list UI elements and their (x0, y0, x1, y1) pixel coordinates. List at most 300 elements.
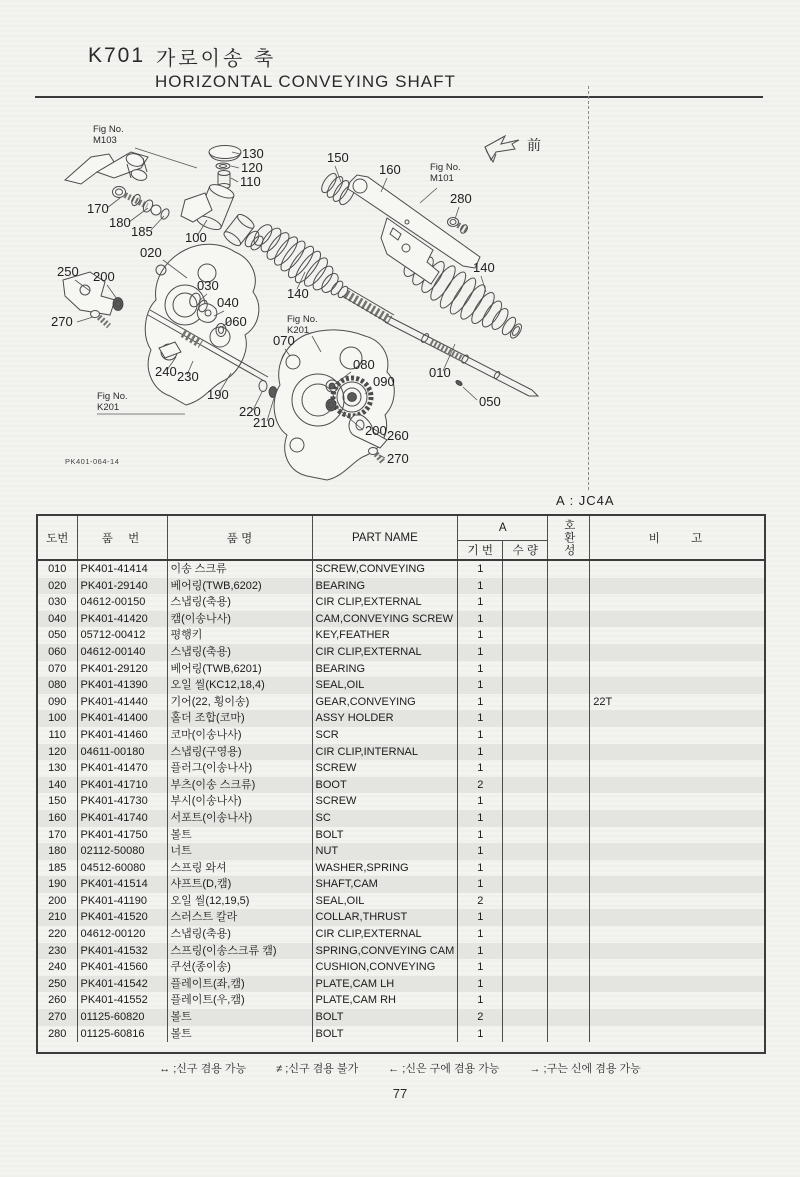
cell-compat (548, 627, 590, 644)
callout-leader-line (463, 387, 477, 400)
cell-a2 (503, 992, 548, 1009)
cell-compat (548, 959, 590, 976)
cell-remark (590, 893, 765, 910)
cell-name_ko: 홀더 조합(코마) (167, 710, 312, 727)
table-row (37, 1026, 765, 1043)
cell-part_no: PK401-41532 (77, 943, 167, 960)
cell-compat (548, 876, 590, 893)
cell-part_name: CUSHION,CONVEYING (312, 959, 458, 976)
cell-no: 070 (37, 661, 77, 678)
cell-compat (548, 777, 590, 794)
callout-leader-line (107, 285, 117, 299)
callout-leader-line (151, 216, 164, 230)
cell-a1: 1 (458, 727, 503, 744)
cell-no: 050 (37, 627, 77, 644)
col-header-no: 도번 (37, 515, 77, 560)
diagram-callout-label: 070 (273, 333, 295, 348)
table-row (37, 793, 765, 810)
table-row (37, 777, 765, 794)
cell-part_no: 04612-00140 (77, 644, 167, 661)
table-row (37, 1009, 765, 1026)
cell-part_no: PK401-41514 (77, 876, 167, 893)
table-row (37, 578, 765, 595)
cell-compat (548, 976, 590, 993)
cell-a1: 1 (458, 926, 503, 943)
figure-reference-label: M101 (430, 173, 454, 184)
cell-compat (548, 926, 590, 943)
table-row (37, 827, 765, 844)
cell-a2 (503, 560, 548, 578)
callout-leader-line (77, 317, 93, 322)
diagram-callout-label: 120 (241, 160, 263, 175)
cell-part_no: PK401-41190 (77, 893, 167, 910)
exploded-view-diagram (35, 100, 765, 495)
cell-a1: 1 (458, 744, 503, 761)
cell-remark (590, 793, 765, 810)
cell-no: 080 (37, 677, 77, 694)
cell-name_ko: 스프링(이송스크류 캠) (167, 943, 312, 960)
cell-a2 (503, 793, 548, 810)
bolt-280-part (448, 218, 469, 235)
cell-remark (590, 976, 765, 993)
callout-leader-line (129, 208, 148, 222)
cell-a1: 1 (458, 793, 503, 810)
diagram-callout-label: 260 (387, 428, 409, 443)
figure-reference-label: K201 (287, 325, 310, 336)
cell-no: 040 (37, 611, 77, 628)
cell-part_no: PK401-41420 (77, 611, 167, 628)
diagram-callout-label: 270 (387, 451, 409, 466)
cell-compat (548, 992, 590, 1009)
cell-part_name: NUT (312, 843, 458, 860)
cell-part_name: BOOT (312, 777, 458, 794)
cell-a1: 1 (458, 661, 503, 678)
cell-no: 100 (37, 710, 77, 727)
cell-remark (590, 810, 765, 827)
cell-remark (590, 661, 765, 678)
cell-a1: 1 (458, 578, 503, 595)
table-row (37, 611, 765, 628)
table-row (37, 992, 765, 1009)
diagram-callout-label: 170 (87, 201, 109, 216)
callout-leader-line (481, 276, 486, 292)
table-row (37, 694, 765, 711)
cell-part_no: PK401-41730 (77, 793, 167, 810)
cell-a2 (503, 827, 548, 844)
cell-remark (590, 992, 765, 1009)
cell-a1: 1 (458, 710, 503, 727)
cell-part_name: CIR CLIP,EXTERNAL (312, 926, 458, 943)
cell-part_name: BOLT (312, 1026, 458, 1043)
cell-remark (590, 1026, 765, 1043)
cell-name_ko: 플레이트(좌,캠) (167, 976, 312, 993)
cell-part_no: PK401-41520 (77, 909, 167, 926)
table-spacer-row (37, 1042, 765, 1053)
cell-remark (590, 644, 765, 661)
cell-part_no: PK401-41400 (77, 710, 167, 727)
cell-a1: 2 (458, 893, 503, 910)
cell-a2 (503, 843, 548, 860)
diagram-callout-label: 140 (473, 260, 495, 275)
cell-part_no: 01125-60820 (77, 1009, 167, 1026)
cell-a2 (503, 677, 548, 694)
cell-name_ko: 스냅링(축용) (167, 644, 312, 661)
cell-name_ko: 코마(이송나사) (167, 727, 312, 744)
cell-compat (548, 744, 590, 761)
cell-a2 (503, 661, 548, 678)
cell-a2 (503, 760, 548, 777)
cell-remark (590, 677, 765, 694)
diagram-callout-label: 110 (240, 174, 261, 189)
cell-a1: 1 (458, 594, 503, 611)
cell-a2 (503, 644, 548, 661)
cell-a2 (503, 710, 548, 727)
table-row (37, 644, 765, 661)
cell-part_no: 04612-00150 (77, 594, 167, 611)
cell-part_no: 04612-00120 (77, 926, 167, 943)
cell-a1: 1 (458, 760, 503, 777)
cell-no: 220 (37, 926, 77, 943)
cell-name_ko: 이송 스크류 (167, 560, 312, 578)
cell-name_ko: 스프링 와셔 (167, 860, 312, 877)
diagram-callout-label: 280 (450, 191, 472, 206)
cell-a2 (503, 943, 548, 960)
page-number: 77 (392, 1086, 408, 1101)
cell-a1: 1 (458, 560, 503, 578)
cell-name_ko: 부시(이송나사) (167, 793, 312, 810)
col-header-part-name: PART NAME (312, 515, 458, 560)
cell-name_ko: 플러그(이송나사) (167, 760, 312, 777)
cell-a1: 2 (458, 777, 503, 794)
cell-compat (548, 578, 590, 595)
table-row (37, 959, 765, 976)
cell-name_ko: 기어(22, 횡이송) (167, 694, 312, 711)
cell-compat (548, 909, 590, 926)
cell-a2 (503, 611, 548, 628)
cell-no: 280 (37, 1026, 77, 1043)
table-row (37, 860, 765, 877)
cell-part_no: PK401-41560 (77, 959, 167, 976)
diagram-callout-label: 030 (197, 278, 219, 293)
diagram-callout-label: 250 (57, 264, 79, 279)
lever-part (65, 152, 148, 184)
diagram-callout-label: 240 (155, 364, 177, 379)
legend-item: ↔ ;신구 겸용 가능 (159, 1063, 247, 1075)
table-row (37, 909, 765, 926)
table-row (37, 627, 765, 644)
cell-part_name: CAM,CONVEYING SCREW (312, 611, 458, 628)
cell-part_name: WASHER,SPRING (312, 860, 458, 877)
cell-a1: 1 (458, 827, 503, 844)
cell-a2 (503, 777, 548, 794)
cell-part_name: COLLAR,THRUST (312, 909, 458, 926)
legend-item: → ;구는 신에 겸용 가능 (529, 1063, 641, 1075)
cell-a1: 1 (458, 976, 503, 993)
cell-compat (548, 1026, 590, 1043)
table-row (37, 926, 765, 943)
cell-part_name: BOLT (312, 1009, 458, 1026)
cell-compat (548, 710, 590, 727)
cell-part_no: PK401-41440 (77, 694, 167, 711)
cell-a2 (503, 694, 548, 711)
cell-name_ko: 쿠션(종이송) (167, 959, 312, 976)
cell-part_no: 05712-00412 (77, 627, 167, 644)
diagram-callout-label: 185 (131, 224, 153, 239)
cell-part_name: CIR CLIP,INTERNAL (312, 744, 458, 761)
table-row (37, 744, 765, 761)
cell-remark (590, 1009, 765, 1026)
cell-name_ko: 플레이트(우,캠) (167, 992, 312, 1009)
diagram-callout-label: 060 (225, 314, 247, 329)
cell-no: 250 (37, 976, 77, 993)
cell-a1: 2 (458, 1009, 503, 1026)
table-row (37, 560, 765, 578)
cell-name_ko: 샤프트(D,캠) (167, 876, 312, 893)
figure-code: K701 (88, 44, 146, 67)
callout-leader-line (420, 188, 437, 203)
table-row (37, 760, 765, 777)
cell-remark (590, 710, 765, 727)
diagram-callout-label: 190 (207, 387, 229, 402)
key-part (455, 379, 463, 386)
cell-part_name: BEARING (312, 661, 458, 678)
cell-compat (548, 1009, 590, 1026)
cell-remark (590, 627, 765, 644)
legend-item: ← ;신은 구에 겸용 가능 (388, 1063, 500, 1075)
cell-name_ko: 평행키 (167, 627, 312, 644)
cell-a2 (503, 959, 548, 976)
cell-name_ko: 볼트 (167, 1026, 312, 1043)
cell-a2 (503, 876, 548, 893)
cell-compat (548, 611, 590, 628)
figure-reference-label: Fig No. (430, 162, 461, 173)
cell-part_no: PK401-41542 (77, 976, 167, 993)
diagram-callout-label: 210 (253, 415, 275, 430)
table-row (37, 677, 765, 694)
cell-part_name: SCR (312, 727, 458, 744)
cell-remark (590, 926, 765, 943)
cell-a1: 1 (458, 644, 503, 661)
cell-compat (548, 694, 590, 711)
table-row (37, 976, 765, 993)
cell-part_no: PK401-41740 (77, 810, 167, 827)
cell-no: 060 (37, 644, 77, 661)
figure-reference-label: Fig No. (287, 314, 318, 325)
figure-reference-label: M103 (93, 135, 117, 146)
diagram-callout-label: 130 (242, 146, 264, 161)
title-rule (35, 96, 763, 98)
cell-part_name: PLATE,CAM LH (312, 976, 458, 993)
col-header-name-ko: 품 명 (167, 515, 312, 560)
cell-a2 (503, 926, 548, 943)
cell-a1: 1 (458, 694, 503, 711)
diagram-callout-label: 100 (185, 230, 207, 245)
cell-part_name: CIR CLIP,EXTERNAL (312, 644, 458, 661)
cell-name_ko: 볼트 (167, 1009, 312, 1026)
cell-remark (590, 611, 765, 628)
diagram-callout-label: 200 (365, 423, 387, 438)
col-header-serial: 기 번 (458, 541, 503, 561)
cell-compat (548, 727, 590, 744)
cell-compat (548, 594, 590, 611)
cell-a2 (503, 976, 548, 993)
cell-a1: 1 (458, 843, 503, 860)
cell-no: 140 (37, 777, 77, 794)
cell-no: 270 (37, 1009, 77, 1026)
diagram-callout-label: 220 (239, 404, 261, 419)
cell-compat (548, 860, 590, 877)
cell-no: 020 (37, 578, 77, 595)
cell-compat (548, 827, 590, 844)
cell-no: 210 (37, 909, 77, 926)
cell-part_no: PK401-41414 (77, 560, 167, 578)
cell-remark (590, 909, 765, 926)
col-header-remark: 비 고 (590, 515, 765, 560)
cell-compat (548, 943, 590, 960)
cell-compat (548, 793, 590, 810)
diagram-callout-label: 010 (429, 365, 451, 380)
front-arrow-icon (485, 136, 519, 162)
cell-compat (548, 810, 590, 827)
cell-remark (590, 959, 765, 976)
cell-remark (590, 760, 765, 777)
cell-compat (548, 760, 590, 777)
parts-table-body (37, 560, 765, 1053)
cell-part_no: PK401-41390 (77, 677, 167, 694)
cell-part_no: PK401-41460 (77, 727, 167, 744)
table-row (37, 661, 765, 678)
cell-part_name: SC (312, 810, 458, 827)
diagram-callout-label: 200 (93, 269, 115, 284)
cell-a1: 1 (458, 992, 503, 1009)
cell-name_ko: 스냅링(구영용) (167, 744, 312, 761)
cell-a1: 1 (458, 876, 503, 893)
cell-remark (590, 744, 765, 761)
cell-no: 185 (37, 860, 77, 877)
cell-a1: 1 (458, 1026, 503, 1043)
callout-leader-line (231, 166, 239, 168)
cell-a1: 1 (458, 909, 503, 926)
cell-part_no: PK401-29120 (77, 661, 167, 678)
cell-a1: 1 (458, 611, 503, 628)
right-housing-part (274, 330, 394, 480)
cell-part_no: 04611-00180 (77, 744, 167, 761)
cell-part_name: BOLT (312, 827, 458, 844)
cell-a1: 1 (458, 677, 503, 694)
cell-part_no: PK401-41710 (77, 777, 167, 794)
cell-a2 (503, 594, 548, 611)
cell-part_name: SPRING,CONVEYING CAM (312, 943, 458, 960)
diagram-callout-label: 090 (373, 374, 395, 389)
cell-no: 150 (37, 793, 77, 810)
cell-name_ko: 볼트 (167, 827, 312, 844)
cell-part_name: SCREW (312, 793, 458, 810)
cell-name_ko: 너트 (167, 843, 312, 860)
cell-part_name: SEAL,OIL (312, 677, 458, 694)
cell-compat (548, 560, 590, 578)
cell-no: 110 (37, 727, 77, 744)
cell-name_ko: 스러스트 칼라 (167, 909, 312, 926)
cell-name_ko: 오일 씰(12,19,5) (167, 893, 312, 910)
table-row (37, 810, 765, 827)
diagram-callout-label: 150 (327, 150, 349, 165)
diagram-callout-label: 020 (140, 245, 162, 260)
cell-part_name: BEARING (312, 578, 458, 595)
cell-remark (590, 594, 765, 611)
diagram-callout-label: 180 (109, 215, 131, 230)
cell-part_no: 01125-60816 (77, 1026, 167, 1043)
cell-remark (590, 876, 765, 893)
cell-remark (590, 560, 765, 578)
diagram-callout-label: 050 (479, 394, 501, 409)
cell-part_no: PK401-41552 (77, 992, 167, 1009)
diagram-callout-label: 160 (379, 162, 401, 177)
cell-a2 (503, 578, 548, 595)
compatibility-legend (0, 1060, 800, 1076)
cell-name_ko: 스냅링(축용) (167, 926, 312, 943)
callout-leader-line (231, 178, 238, 182)
cell-part_no: 02112-50080 (77, 843, 167, 860)
cell-name_ko: 부츠(이송 스크류) (167, 777, 312, 794)
cell-remark (590, 727, 765, 744)
cell-part_name: PLATE,CAM RH (312, 992, 458, 1009)
cell-compat (548, 661, 590, 678)
cell-a1: 1 (458, 860, 503, 877)
figure-reference-label: Fig No. (93, 124, 124, 135)
cell-a2 (503, 810, 548, 827)
cell-a2 (503, 627, 548, 644)
cell-no: 160 (37, 810, 77, 827)
col-header-compat: 호환성 (548, 515, 590, 560)
cell-remark (590, 777, 765, 794)
cell-a1: 1 (458, 810, 503, 827)
col-header-qty: 수 량 (503, 541, 548, 561)
table-row (37, 727, 765, 744)
cell-compat (548, 893, 590, 910)
cell-a2 (503, 860, 548, 877)
cell-remark: 22T (590, 694, 765, 711)
cell-remark (590, 943, 765, 960)
table-row (37, 943, 765, 960)
cell-no: 190 (37, 876, 77, 893)
cell-compat (548, 677, 590, 694)
cell-part_name: SHAFT,CAM (312, 876, 458, 893)
cell-part_name: SCREW,CONVEYING (312, 560, 458, 578)
cell-name_ko: 캠(이송나사) (167, 611, 312, 628)
parts-table (36, 514, 766, 1054)
cell-a2 (503, 909, 548, 926)
cell-part_name: KEY,FEATHER (312, 627, 458, 644)
cell-no: 240 (37, 959, 77, 976)
table-row (37, 710, 765, 727)
table-row (37, 594, 765, 611)
cell-part_name: ASSY HOLDER (312, 710, 458, 727)
cell-remark (590, 860, 765, 877)
page-title-english: HORIZONTAL CONVEYING SHAFT (155, 72, 456, 91)
cell-a1: 1 (458, 959, 503, 976)
cell-name_ko: 베어링(TWB,6202) (167, 578, 312, 595)
legend-item: ≠ ;신구 겸용 불가 (276, 1063, 359, 1075)
cell-part_name: CIR CLIP,EXTERNAL (312, 594, 458, 611)
figure-reference-label: K201 (97, 402, 120, 413)
callout-leader-line (455, 207, 459, 219)
diagram-callout-label: 080 (353, 357, 375, 372)
cell-no: 260 (37, 992, 77, 1009)
cell-no: 130 (37, 760, 77, 777)
col-header-group-a: A (458, 515, 548, 541)
cell-name_ko: 스냅링(축용) (167, 594, 312, 611)
cell-part_no: PK401-41750 (77, 827, 167, 844)
